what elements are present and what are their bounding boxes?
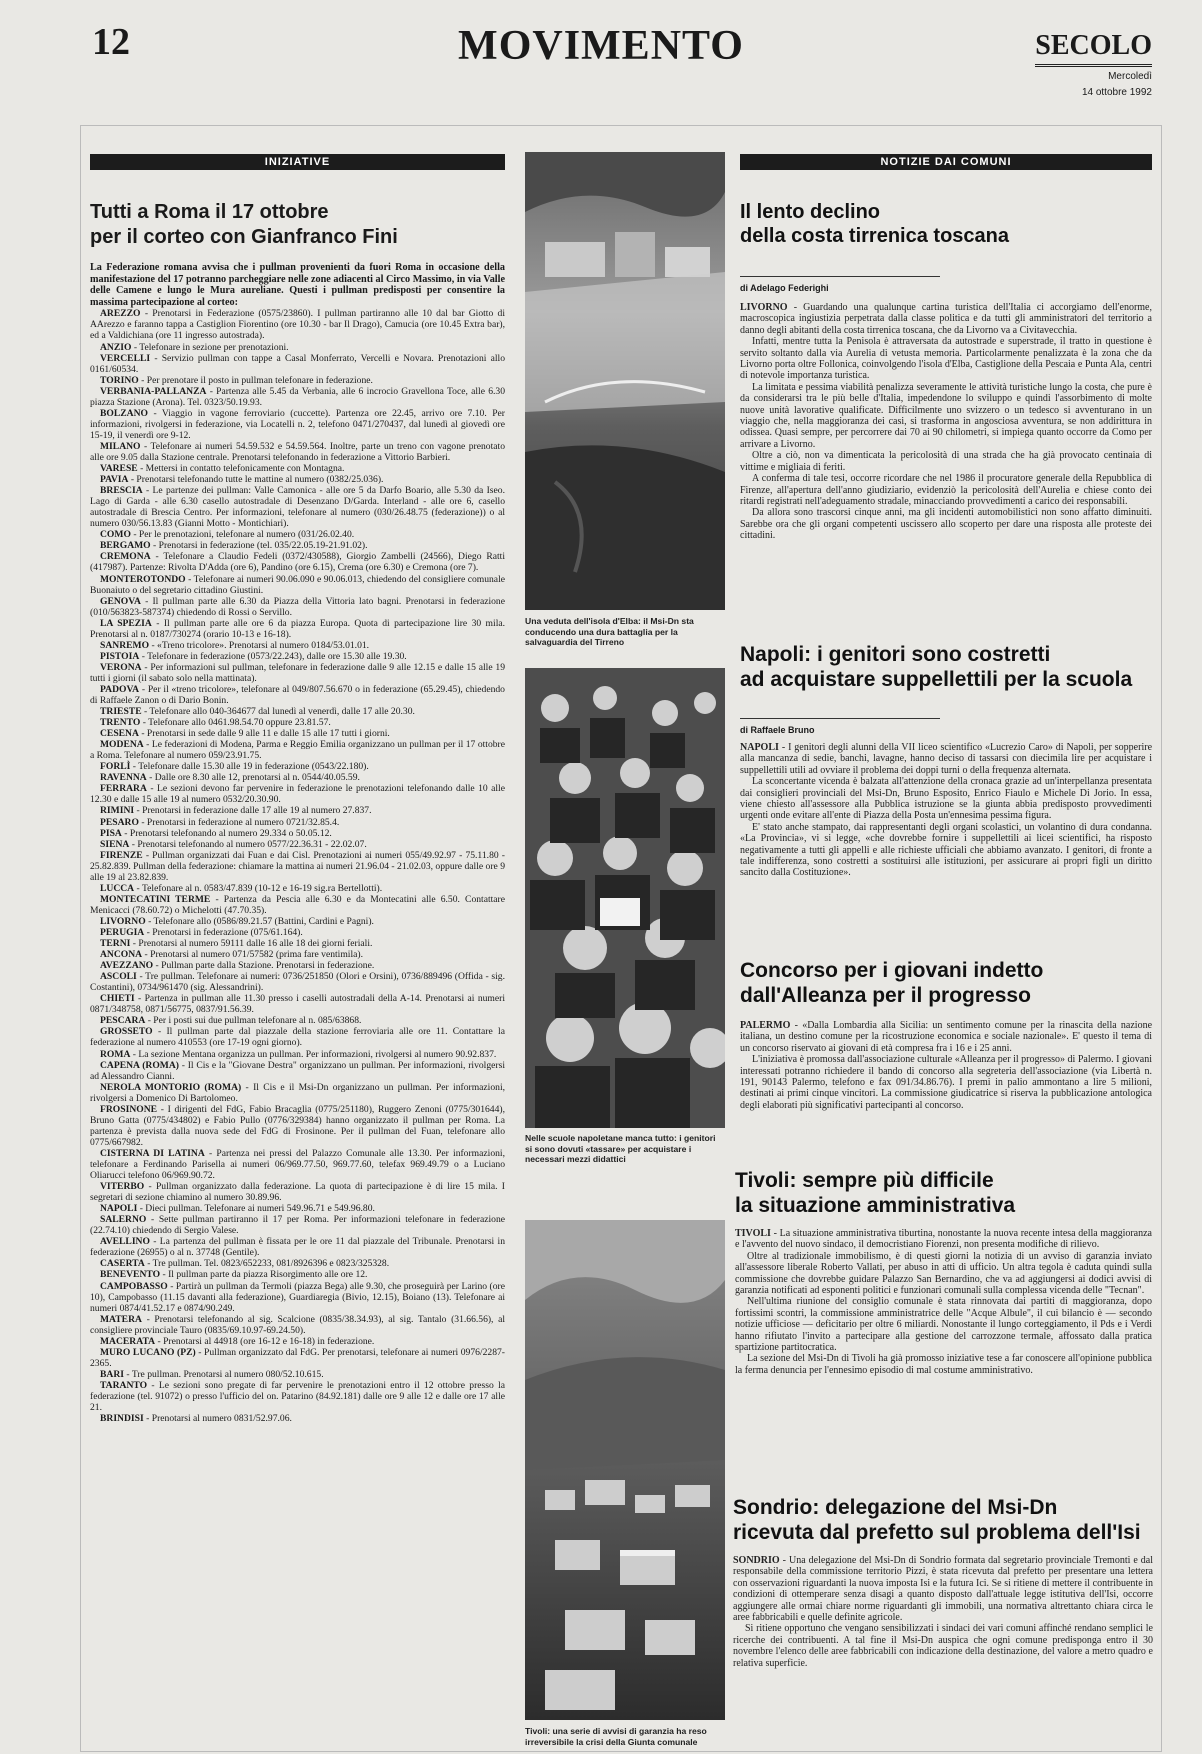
city-entry [90, 618, 505, 640]
city-details: - Il pullman parte dal piazzale della stazione ferroviaria alle ore 11. Contattare la federazione al numero 410553 (ore 17-19 ogni giorno). [90, 1026, 505, 1049]
city-details: - Sette pullman partiranno il 17 per Roma. Per informazioni telefonare in federazione (22.74.10) chiedendo di Sergio Valese. [90, 1214, 505, 1237]
article-tivoli-title-line1: Tivoli: sempre più difficile [735, 1169, 994, 1192]
city-name: VITERBO [100, 1181, 145, 1193]
city-entry [90, 1380, 505, 1413]
city-details: - Prenotarsi al 44918 (ore 16-12 e 16-18) in federazione. [157, 1335, 375, 1347]
article-napoli-para: NAPOLI - I genitori degli alunni della VII liceo scientifico «Lucrezio Caro» di Napoli, per sopperire alla mancanza di sedie, banchi, lavagne, hanno deciso di tassarsi con diecimila lire per acquistare i suppellettili utili ad ovviare il problema dei doppi turni o della frequenza alternata. [740, 742, 1152, 776]
photo-tivoli [525, 1220, 725, 1720]
city-name: VARESE [100, 463, 138, 475]
city-entry [90, 916, 505, 927]
notice-title-line2: per il corteo con Gianfranco Fini [90, 226, 398, 248]
city-name: GENOVA [100, 595, 141, 607]
city-name: ANCONA [100, 949, 143, 961]
city-name: TARANTO [100, 1379, 148, 1391]
article-concorso-dateline: PALERMO [740, 1020, 791, 1031]
city-name: MONTEROTONDO [100, 573, 186, 585]
city-entry [90, 717, 505, 728]
city-entry [90, 828, 505, 839]
city-name: SIENA [100, 838, 130, 850]
city-entry [90, 386, 505, 408]
city-name: SANREMO [100, 639, 150, 651]
city-entry [90, 651, 505, 662]
notice-title [90, 200, 505, 250]
city-details: - Telefonare in federazione (0573/22.243), dalle ore 15.30 alle 19.30. [141, 650, 407, 662]
city-entry [90, 375, 505, 386]
city-entry [90, 1281, 505, 1314]
city-details: - Viaggio in vagone ferroviario (cuccette). Partenza ore 22.45, arrivo ore 7.10. Per informazioni, rivolgersi in federazione, via Locatelli n. 2, telefono 0471/270437, dal lunedì al giovedì ore 15-19, il venerdì ore 9-12. [90, 407, 505, 441]
city-entry [90, 1236, 505, 1258]
city-details: - Pullman organizzato dalla federazione. La quota di partecipazione è di lire 15 mila. I segretari di sezione chiamino al numero 30.89.96. [90, 1181, 505, 1204]
city-details: - Telefonare dalle 15.30 alle 19 in federazione (0543/22.180). [132, 761, 369, 773]
newspaper-logo [1035, 30, 1152, 99]
article-napoli-dateline: NAPOLI [740, 742, 779, 753]
city-details: - Partirà un pullman da Termoli (piazza Bega) alle 9.30, che proseguirà per Larino (ore 10), Campobasso (11.15 davanti alla federazione), Guardiaregia (Bivio, 12.15), Boiano (13). Telefonare ai numeri 0874/41.52.17 e 0874/90.249. [90, 1280, 505, 1314]
city-name: CASERTA [100, 1258, 145, 1270]
city-name: CISTERNA DI LATINA [100, 1147, 205, 1159]
city-entry [90, 485, 505, 529]
city-name: NAPOLI [100, 1203, 138, 1215]
city-details: - Prenotarsi telefonando al numero 0577/22.36.31 - 22.02.07. [131, 838, 367, 850]
city-name: RAVENNA [100, 772, 147, 784]
city-details: - La partenza del pullman è fissata per le ore 11 dal piazzale del Tribunale. Prenotarsi in federazione (26955) o al n. 37748 (Gentile). [90, 1236, 505, 1259]
city-entry [90, 805, 505, 816]
city-details: - Dalle ore 8.30 alle 12, prenotarsi al n. 0544/40.05.59. [149, 772, 360, 784]
city-name: BERGAMO [100, 540, 151, 552]
city-entry [90, 1336, 505, 1347]
city-entry [90, 1413, 505, 1424]
city-name: PISA [100, 827, 122, 839]
city-entry [90, 1347, 505, 1369]
article-sondrio-para: Si ritiene opportuno che vengano sensibilizzati i sindaci dei vari comuni affinché rendano semplici le ricerche dei contribuenti. A tal fine il Msi-Dn auspica che ogni comune predisponga entro il 30 novembre l'elenco delle aree fabbricabili con indicazione della destinazione, del valore a metro quadro e relativa superficie. [733, 1623, 1153, 1669]
city-entry [90, 839, 505, 850]
page-number: 12 [92, 21, 130, 63]
article-coast-para: Da allora sono trascorsi cinque anni, ma gli incidenti automobilistici non sono affatto diminuiti. Sarebbe ora che gli organi competenti uscissero allo scoperto per dare una risposta alle proteste dei cittadini. [740, 507, 1152, 542]
article-coast-para: Infatti, mentre tutta la Penisola è attraversata da autostrade e superstrade, il tratto in questione è servito soltanto dalla via Aurelia di vetusta memoria. Particolarmente penalizzata è la zona che da Livorno porta oltre Follonica, coinvolgendo l'isola d'Elba, Castiglione della Pescaia e Punta Ala, centri di notevole importanza turistica. [740, 336, 1152, 382]
city-details: - Telefonare al n. 0583/47.839 (10-12 e 16-19 sig.ra Bertellotti). [136, 882, 383, 894]
city-name: BRESCIA [100, 485, 143, 497]
city-name: AVELLINO [100, 1236, 150, 1248]
city-entry [90, 474, 505, 485]
city-details: - Per le prenotazioni, telefonare al numero (031/26.02.40. [133, 529, 355, 541]
city-details: - Prenotarsi in federazione (tel. 035/22.05.19-21.91.02). [153, 540, 368, 552]
city-name: FIRENZE [100, 849, 143, 861]
city-name: VERBANIA-PALLANZA [100, 385, 207, 397]
article-tivoli-dateline: TIVOLI [735, 1228, 771, 1239]
city-name: LUCCA [100, 882, 135, 894]
city-entry [90, 1369, 505, 1380]
city-name: MONTECATINI TERME [100, 893, 211, 905]
article-napoli-byline: di Raffaele Bruno [740, 725, 815, 735]
article-tivoli-headline [735, 1168, 1147, 1218]
city-details: - Prenotarsi in sede dalle 9 alle 11 e dalle 15 alle 17 tutti i giorni. [141, 728, 390, 740]
city-name: CHIETI [100, 993, 135, 1005]
city-list [90, 308, 505, 1424]
city-details: - Per prenotare il posto in pullman telefonare in federazione. [141, 374, 373, 386]
city-name: FERRARA [100, 783, 147, 795]
city-name: PAVIA [100, 474, 129, 486]
city-details: - I dirigenti del FdG, Fabio Bracaglia (0775/251180), Ruggero Zenoni (0775/301644), Bruno Gatta (0775/434802) e Fabio Pullo (0776/329384) hanno organizzato il pullman per Roma. La partenza è prevista dalla nuova sede del FdG di Frosinone. Per il pullman del Fuan, telefonare allo 0775/667982. [90, 1103, 505, 1148]
city-entry [90, 993, 505, 1015]
article-sondrio-dateline: SONDRIO [733, 1555, 780, 1566]
article-coast-body [740, 302, 1152, 624]
city-entry [90, 1082, 505, 1104]
city-details: - Telefonare allo (0586/89.21.57 (Battini, Cardini e Pagni). [148, 915, 374, 927]
photo-school-children [525, 668, 725, 1128]
city-entry [90, 706, 505, 717]
city-details: - Le sezioni devono far pervenire in federazione le prenotazioni telefonando dalle 10 alle 12.30 e dalle 15 alle 19 al numero 0532/20.30.90. [90, 783, 505, 806]
city-entry [90, 883, 505, 894]
city-name: PADOVA [100, 683, 140, 695]
city-entry [90, 728, 505, 739]
article-tivoli-para: Nell'ultima riunione del consiglio comunale è stata rinnovata dai partiti di maggioranza, dopo fortissimi scontri, la commissione amministratrice delle "Acque Albule", il cui bilancio è — secondo notizie ufficiose — deficitario per oltre 6 miliardi. Nonostante il lungo corteggiamento, il Pds e i Verdi hanno rifiutato l'invito a partecipare alla gestione del carrozzone termale, affossato dalla pratica spartizione partitocratica. [735, 1296, 1152, 1354]
article-coast-title-line1: Il lento declino [740, 201, 881, 223]
city-name: TRIESTE [100, 706, 142, 718]
city-name: NEROLA MONTORIO (ROMA) [100, 1081, 242, 1093]
city-details: - Il Cis e la "Giovane Destra" organizzano un pullman. Per informazioni, rivolgersi ad Alessandro Cianni. [90, 1059, 505, 1082]
article-napoli-para: La sconcertante vicenda è balzata all'attenzione della cronaca grazie ad un'interpellanza presentata dai consiglieri provinciali del Msi-Dn, Bruno Esposito, Enrico Fiaulo e Michele Di Jorio. In essa, viene chiesto all'assessore alla Pubblica istruzione se la giunta abbia predisposto provvedimenti urgenti onde evitare all'ente di Piazza della Posta un'ennesima pessima figura. [740, 776, 1152, 822]
article-sondrio-title-line1: Sondrio: delegazione del Msi-Dn [733, 1496, 1058, 1519]
city-entry [90, 949, 505, 960]
article-napoli-para: E' stato anche stampato, dai rappresentanti degli organi scolastici, un volantino di dura condanna. «La Provincia», vi si legge, «che dovrebbe fornire i suppellettili ai licei scientifici, ha risposto negativamente a tutti gli appelli e alle richieste ufficiali che abbiamo avanzato. I genitori, di fronte a tale indifferenza, sono costretti a sostituirsi alle istituzioni, per assicurare ai propri figli un diritto sancito dalla Costituzione». [740, 821, 1152, 879]
city-details: - Il Cis e il Msi-Dn organizzano un pullman. Per informazioni, rivolgersi a Domenico Di Bartolomeo. [90, 1081, 506, 1104]
city-entry [90, 850, 505, 883]
city-entry [90, 1015, 505, 1026]
city-details: - Telefonare a Claudio Fedeli (0372/430588), Giorgio Zambelli (24566), Diego Ratti (417987). Partenze: Rivolta D'Adda (ore 6), Pandino (ore 6.15), Crema (ore 6.30) e Cremona (ore 7). [90, 551, 505, 574]
city-details: - Le partenze dei pullman: Valle Camonica - alle ore 5 da Darfo Boario, alle 5.30 da Iseo. Lago di Garda - alle 6.30 casello autostradale di Desenzano D/Garda. Interland - alle ore 6, casello autostradale di Brescia Centro. Per informazioni, telefonare al numero (030/26.48.75 (federazione)) o al numero 030/56.13.83 (Gianni Motto - Montichiari). [90, 485, 505, 530]
city-entry [90, 662, 505, 684]
article-sondrio-headline [733, 1495, 1153, 1545]
city-name: LA SPEZIA [100, 617, 152, 629]
city-entry [90, 342, 505, 353]
city-details: - Il pullman parte alle ore 6 da piazza Europa. Quota di partecipazione lire 30 mila. Prenotarsi al n. 0187/730274 (orario 10-13 e 16-18). [90, 617, 506, 640]
city-entry [90, 927, 505, 938]
city-entry [90, 463, 505, 474]
city-entry [90, 1269, 505, 1280]
article-tivoli-title-line2: la situazione amministrativa [735, 1194, 1016, 1218]
city-entry [90, 1181, 505, 1203]
article-sondrio-para: SONDRIO - Una delegazione del Msi-Dn di Sondrio formata dal segretario provinciale Tremonti e dal responsabile della commissione territorio Pizzi, è stata ricevuta dal prefetto per presentare una lettera con osservazioni riguardanti la nuova imposta Isi e la futura Ici. Se si ritiene di mettere il contribuente in condizioni di ottemperare senza disagi a quanto disposto dall'attuale legge istitutiva dell'Isi, occorre aggiungere alle ormai chiare norme riguardanti gli immobili, una normativa altrettanto chiara circa le aree fabbricabili e quelle definite agricole. [733, 1555, 1153, 1624]
city-details: - Tre pullman. Tel. 0823/652233, 081/8926396 e 0823/325328. [147, 1258, 390, 1270]
city-entry [90, 574, 505, 596]
city-entry [90, 1203, 505, 1214]
city-details: - Pullman parte dalla Stazione. Prenotarsi in federazione. [155, 960, 375, 972]
city-name: CREMONA [100, 551, 151, 563]
byline-rule [740, 276, 940, 277]
city-name: MODENA [100, 739, 144, 751]
city-entry [90, 551, 505, 573]
city-name: BRINDISI [100, 1413, 144, 1425]
city-name: BENEVENTO [100, 1269, 161, 1281]
city-entry [90, 408, 505, 441]
article-coast-title-line2: della costa tirrenica toscana [740, 225, 1010, 247]
city-details: - Telefonare ai numeri 90.06.090 e 90.06.013, chiedendo del consigliere comunale Buonaiuto o del segretario cittadino Giustini. [90, 573, 505, 596]
city-entry [90, 960, 505, 971]
caption-school: Nelle scuole napoletane manca tutto: i genitori si sono dovuti «tassare» per acquistare i necessari mezzi didattici [525, 1133, 716, 1164]
city-entry [90, 1049, 505, 1060]
city-details: - Telefonare in sezione per prenotazioni. [133, 341, 289, 353]
article-napoli-title-line1: Napoli: i genitori sono costretti [740, 643, 1051, 666]
city-details: - Tre pullman. Prenotarsi al numero 080/52.10.615. [126, 1368, 324, 1380]
city-name: BOLZANO [100, 407, 148, 419]
article-coast-headline [740, 200, 1152, 248]
city-name: COMO [100, 529, 131, 541]
article-napoli-body [740, 742, 1152, 942]
city-entry [90, 739, 505, 761]
city-details: - Partenza nei pressi del Palazzo Comunale alle 13.30. Per informazioni, telefonare a Ferdinando Parisella ai numeri 06/969.77.50, 969.77.60, telefax 969.49.79 o a Luciano Oliarucci telefono 06/969.90.72. [90, 1147, 505, 1182]
article-coast-para: A conferma di tale tesi, occorre ricordare che nel 1986 il procuratore generale della Repubblica di Firenze, all'apertura dell'anno giudiziario, evidenziò la pericolosità dell'Aurelia e chiese conto dei ritardi registrati nell'adeguamento stradale, minacciando provvedimenti a carico dei responsabili. [740, 473, 1152, 507]
byline-rule [740, 718, 940, 719]
article-napoli-title-line2: ad acquistare suppellettili per la scuola [740, 668, 1133, 692]
city-entry [90, 353, 505, 375]
city-entry [90, 761, 505, 772]
city-name: VERCELLI [100, 352, 151, 364]
city-details: - Il pullman parte da piazza Risorgimento alle ore 12. [162, 1269, 368, 1281]
city-details: - Partenza in pullman alle 11.30 presso i caselli autostradali della A-14. Prenotarsi ai numeri 0871/348758, 0871/56775, 0837/91.56.39. [90, 993, 505, 1016]
city-details: - Prenotarsi al numero 0831/52.97.06. [146, 1413, 292, 1425]
photo-elba [525, 152, 725, 610]
city-details: - Partenza alle 5.45 da Verbania, alle 6 incrocio Gravellona Toce, alle 6.30 piazza Stazione (Arona). Tel. 0323/50.19.93. [90, 385, 505, 408]
city-entry [90, 1214, 505, 1236]
article-sondrio-body [733, 1555, 1153, 1747]
city-name: PESARO [100, 816, 139, 828]
article-tivoli-para: La sezione del Msi-Dn di Tivoli ha già promosso iniziative tese a far conoscere all'opinione pubblica la ferma denuncia per l'ennesimo episodio di mal costume amministrativo. [735, 1353, 1152, 1376]
city-details: - Le sezioni sono pregate di far pervenire le prenotazioni entro il 12 ottobre presso la federazione (tel. 91072) o presso l'ufficio del on. Patarino (84.92.181) dalle ore 9 alle 12 e dalle ore 17 alle 21. [90, 1379, 505, 1414]
article-coast-byline: di Adelago Federighi [740, 283, 829, 293]
city-entry [90, 1148, 505, 1181]
issue-weekday: Mercoledì [1108, 71, 1152, 82]
city-details: - «Treno tricolore». Prenotarsi al numero 0184/53.01.01. [151, 639, 370, 651]
city-entry [90, 938, 505, 949]
city-details: - Telefonare allo 040-364677 dal lunedì al venerdì, dalle 17 alle 20.30. [144, 706, 415, 718]
city-entry [90, 1060, 505, 1082]
article-tivoli-para: Oltre al tradizionale immobilismo, è di questi giorni la notizia di un avviso di garanzia inviato all'assessore liberale Roberto Vallati, per abuso in atti di ufficio. Un altra tegola è caduta quindi sulla commissione che dovrebbe guidare Palazzo San Bernardino, che va ad aggiungersi ai dodici avvisi di garanzia notificati ad esponenti politici e funzionari comunali sulla complessa vicenda delle "Tecnan". [735, 1250, 1152, 1297]
city-name: RIMINI [100, 805, 135, 817]
city-name: GROSSETO [100, 1026, 153, 1038]
city-name: TERNI [100, 938, 131, 950]
city-entry [90, 308, 505, 341]
city-name: CAPENA (ROMA) [100, 1059, 179, 1071]
section-title: MOVIMENTO [458, 23, 744, 69]
left-column [90, 200, 505, 1424]
city-name: SALERNO [100, 1214, 147, 1226]
city-entry [90, 441, 505, 463]
city-entry [90, 894, 505, 916]
city-details: - Prenotarsi telefonando al sig. Scalcione (0835/38.34.93), al sig. Tantalo (31.66.56), al consigliere provinciale Tauro (0835/69.10.97-69.24.50). [90, 1313, 505, 1336]
city-details: - Prenotarsi in Federazione (0575/23860). I pullman partiranno alle 10 dal bar Giotto di AArezzo e faranno tappa a Castiglion Fiorentino (ore 10.30 - bar Il Drago), Camucia (ore 10.45 Extra bar), ed a Valdichiana (ore 11 ingresso autostrada). [90, 308, 505, 342]
city-details: - Prenotarsi telefonando tutte le mattine al numero (0382/25.036). [130, 474, 384, 486]
city-entry [90, 596, 505, 618]
city-details: - Per i posti sui due pullman telefonare al n. 085/63868. [147, 1015, 362, 1027]
city-entry [90, 684, 505, 706]
article-concorso-title-line1: Concorso per i giovani indetto [740, 959, 1044, 982]
article-concorso-para: L'iniziativa è promossa dall'associazione culturale «Alleanza per il progresso» di Palermo. I giovani interessati potranno richiedere il bando di concorso alla segreteria dell'associazione (via Libertà n. 191, 90143 Palermo, telefono e fax 091/34.86.76). I premi in palio ammontano a lire 5 milioni, destinati ai primi cinque vincitori. La commissione giudicatrice si riserva la pubblicazione antologica degli elaborati più significativi partecipanti al concorso. [740, 1054, 1152, 1111]
city-name: PERUGIA [100, 927, 145, 938]
article-coast-para: La limitata e pessima viabilità penalizza severamente le attività turistiche lungo la costa, che pure è da considerarsi tra le più belle d'Italia, impedendone lo sviluppo e quindi l'assorbimento di molte nuove unità lavorative qualificate. Difficilmente uno svizzero o un tedesco si avventurano in un viaggio che, nella maggioranza dei casi, si trasforma in angosciosa avventura, se non addirittura in odissea. Quasi sempre, per percorrere dai 70 ai 90 chilometri, si impiega quanto occorre da Como per arrivare a Livorno. [740, 381, 1152, 450]
city-entry [90, 817, 505, 828]
city-name: FORLÌ [100, 761, 131, 773]
city-name: BARI [100, 1368, 124, 1380]
article-tivoli-para: TIVOLI - La situazione amministrativa tiburtina, nonostante la nuova recente intesa della maggioranza e l'avvento del nuovo sindaco, il democristiano Fiorenzi, non presenta modifiche di rilievo. [735, 1228, 1152, 1251]
city-name: AVEZZANO [100, 960, 154, 972]
article-coast-para: LIVORNO - Guardando una qualunque cartina turistica dell'Italia ci accorgiamo dell'enorme, macroscopica ingiustizia perpetrata dalla classe politica e da tutti gli amministratori del territorio a danno degli abitanti della costa tirrenica toscana, che da Livorno va a Civitavecchia. [740, 302, 1152, 336]
city-details: - Prenotarsi in federazione dalle 17 alle 19 al numero 27.837. [136, 805, 372, 817]
notice-title-line1: Tutti a Roma il 17 ottobre [90, 201, 329, 223]
city-name: PISTOIA [100, 650, 140, 662]
city-name: MURO LUCANO (PZ) [100, 1346, 196, 1358]
city-entry [90, 1026, 505, 1048]
city-details: - Le federazioni di Modena, Parma e Reggio Emilia organizzano un pullman per il 17 ottobre a Roma. Telefonare al numero 059/23.91.75. [90, 739, 505, 762]
city-details: - Mettersi in contatto telefonicamente con Montagna. [140, 463, 345, 475]
city-details: - Il pullman parte alle 6.30 da Piazza della Vittoria lato bagni. Prenotarsi in federazione (010/563823-587374) chiedendo di Rossi o Servillo. [90, 595, 505, 618]
city-name: ASCOLI [100, 971, 137, 983]
caption-tivoli: Tivoli: una serie di avvisi di garanzia ha reso irreversibile la crisi della Giunta comunale [525, 1726, 707, 1747]
city-name: TORINO [100, 374, 139, 386]
city-details: - Partenza da Pescia alle 6.30 e da Montecatini alle 6.50. Contattare Menicacci (78.60.72) o Michelotti (47.70.35). [90, 893, 506, 916]
city-details: - Telefonare allo 0461.98.54.70 oppure 23.81.57. [142, 717, 331, 729]
city-name: CAMPOBASSO [100, 1280, 168, 1292]
article-sondrio-title-line2: ricevuta dal prefetto sul problema dell'Isi [733, 1521, 1141, 1545]
city-details: - Dieci pullman. Telefonare ai numeri 549.96.71 e 549.96.80. [139, 1203, 375, 1215]
article-coast-para: Oltre a ciò, non va dimenticata la pericolosità di una strada che ha già provocato centinaia di vittime e migliaia di feriti. [740, 450, 1152, 473]
city-name: ANZIO [100, 341, 132, 353]
city-details: - Prenotarsi al numero 59111 dalle 16 alle 18 dei giorni feriali. [132, 938, 373, 950]
city-name: TRENTO [100, 717, 141, 729]
brand-name: SECOLO [1035, 30, 1152, 67]
city-entry [90, 529, 505, 540]
city-name: MATERA [100, 1313, 142, 1325]
city-details: - Prenotarsi telefonando al numero 29.334 o 50.05.12. [124, 827, 332, 839]
city-details: - La sezione Mentana organizza un pullman. Per informazioni, rivolgersi al numero 90.92.837. [132, 1048, 497, 1060]
city-entry [90, 783, 505, 805]
city-entry [90, 640, 505, 651]
city-name: LIVORNO [100, 915, 146, 927]
city-name: ROMA [100, 1048, 131, 1060]
article-tivoli-body [735, 1228, 1152, 1448]
city-details: - Pullman organizzato dal FdG. Per prenotarsi, telefonare ai numeri 0976/2287-2365. [90, 1346, 505, 1369]
city-details: - Prenotarsi al numero 071/57582 (prima fare ventimila). [144, 949, 363, 961]
article-concorso-body [740, 1020, 1152, 1170]
city-name: MACERATA [100, 1335, 156, 1347]
city-details: - Prenotarsi in federazione (075/61.164). [146, 927, 303, 938]
city-entry [90, 971, 505, 993]
city-entry [90, 1258, 505, 1269]
city-details: - Telefonare ai numeri 54.59.532 e 54.59.564. Inoltre, parte un treno con vagone prenotato alle ore 9.05 dalla Stazione centrale. Prenotarsi telefonando in federazione a Vittorio Barbieri. [90, 440, 505, 463]
city-entry [90, 1104, 505, 1148]
article-concorso-headline [740, 958, 1152, 1008]
article-concorso-title-line2: dall'Alleanza per il progresso [740, 984, 1031, 1008]
city-entry [90, 540, 505, 551]
city-entry [90, 772, 505, 783]
city-details: - Servizio pullman con tappe a Casal Monferrato, Vercelli e Novara. Prenotazioni allo 0161/60534. [90, 352, 505, 375]
city-details: - Per il «treno tricolore», telefonare al 049/807.56.670 o in federazione (65.29.45), chiedendo di Raffaele Zanon o di Dario Bonin. [90, 683, 505, 707]
city-name: CESENA [100, 728, 139, 740]
article-napoli-headline [740, 642, 1152, 692]
city-name: MILANO [100, 440, 141, 452]
city-name: PESCARA [100, 1015, 146, 1027]
article-coast-dateline: LIVORNO [740, 302, 788, 313]
caption-elba: Una veduta dell'isola d'Elba: il Msi-Dn sta conducendo una dura battaglia per la salvaguardia del Tirreno [525, 616, 694, 647]
city-details: - Prenotarsi in federazione al numero 0721/32.85.4. [141, 816, 340, 828]
left-section-tag: INIZIATIVE [90, 154, 505, 170]
city-details: - Pullman organizzati dai Fuan e dai Cisl. Prenotazioni ai numeri 055/49.92.97 - 75.11.80 - 25.82.839. Pullman della federazione: chiamare la mattina ai numeri 21.96.04 - 21.02.03, oppure dalle ore 9 alle 19 al 23.82.839. [90, 849, 506, 883]
city-entry [90, 1314, 505, 1336]
city-name: VERONA [100, 661, 142, 673]
city-name: AREZZO [100, 308, 141, 320]
city-details: - Per informazioni sul pullman, telefonare in federazione dalle 9 alle 12.15 e dalle 15 alle 19 tutti i giorni (il sabato solo nella mattinata). [90, 661, 505, 684]
city-details: - Tre pullman. Telefonare ai numeri: 0736/251850 (Olori e Orsini), 0736/889496 (Offida - sig. Costantini), 0734/961470 (sig. Alessandrini). [90, 971, 505, 994]
issue-date: 14 ottobre 1992 [1081, 87, 1152, 98]
article-concorso-para: PALERMO - «Dalla Lombardia alla Sicilia: un sentimento comune per la rinascita della nazione italiana, un destino comune per la ricostruzione economica e sociale nazionale». E' questo il tema di un concorso riservato ai giovani di età compresa fra i 16 e i 25 anni. [740, 1020, 1152, 1054]
notice-intro: La Federazione romana avvisa che i pullman provenienti da fuori Roma in occasione della manifestazione del 17 potranno parcheggiare nelle zone adiacenti al Circo Massimo, in via Valle delle Camene e lungo le Mura aureliane. Questi i pullman predisposti per consentire la massima partecipazione al corteo: [90, 262, 505, 308]
city-name: FROSINONE [100, 1103, 158, 1115]
right-section-tag: NOTIZIE DAI COMUNI [740, 154, 1152, 170]
